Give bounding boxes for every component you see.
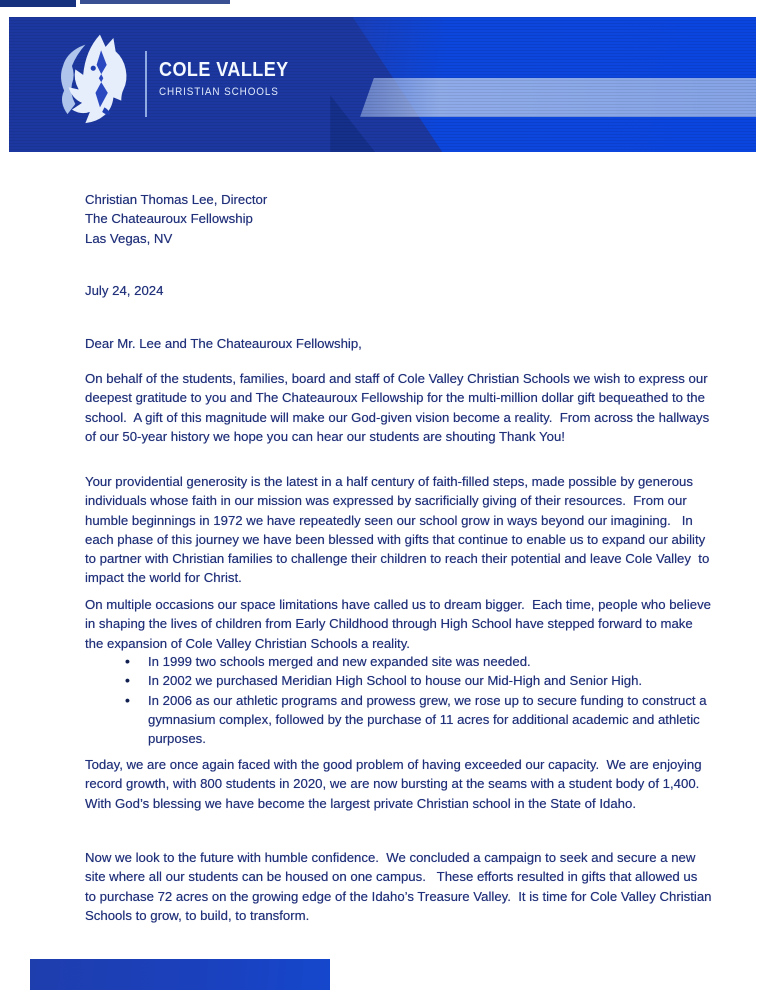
- list-item: • In 2006 as our athletic programs and prowess grew, we rose up to secure funding to construct a gymnasium complex, followed by the purchase of 11 acres for additional academic and athletic purposes.: [85, 691, 712, 749]
- history-bullet-list: [85, 652, 712, 748]
- recipient-address-block: [85, 190, 712, 248]
- paragraph-expansion: [85, 595, 715, 653]
- paragraph-text: Now we look to the future with humble confidence. We concluded a campaign to seek and secure a new site where all our students can be housed on one campus. These efforts resulted in gifts that allowed us to purchase 72 acres on the growing edge of the Idaho’s Treasure Valley. It is time for Cole Valley Christian Schools to grow, to build, to transform.: [85, 850, 716, 923]
- paragraph-gratitude: [85, 369, 712, 446]
- letterhead-banner: [9, 17, 756, 152]
- org-subtitle: CHRISTIAN SCHOOLS: [159, 86, 279, 98]
- paragraph-text: Your providential generosity is the latest in a half century of faith-filled steps, made possible by generous individuals whose faith in our mission was expressed by sacrificially giving of their resources. From our humble beginnings in 1972 we have repeatedly seen our school grow in ways beyond our imagining. In each phase of this journey we have been blessed with gifts that continue to enable us to expand our ability to partner with Christian families to challenge their children to reach their potential and leave Cole Valley to impact the world for Christ.: [85, 474, 713, 586]
- paragraph-text: On behalf of the students, families, board and staff of Cole Valley Christian Schools we wish to express our deepest gratitude to you and The Chateauroux Fellowship for the multi-million dollar gift bequeathed to the school. A gift of this magnitude will make our God-given vision become a reality. From across the hallways of our 50-year history we hope you can hear our students are shouting Thank You!: [85, 371, 713, 444]
- paragraph-future: [85, 848, 716, 925]
- list-item: • In 2002 we purchased Meridian High School to house our Mid-High and Senior High.: [85, 671, 712, 690]
- recipient-line: Las Vegas, NV: [85, 230, 173, 246]
- salutation: [85, 334, 712, 353]
- scan-artifact-strip: [80, 0, 230, 4]
- footer-banner-partial: [30, 959, 330, 990]
- paragraph-text: Today, we are once again faced with the good problem of having exceeded our capacity. We are enjoying record growth, with 800 students in 2020, we are now bursting at the seams with a student body of 1,400. With God’s blessing we have become the largest private Christian school in the State of Idaho.: [85, 757, 707, 811]
- letter-date: [85, 281, 712, 300]
- paragraph-generosity: [85, 472, 712, 588]
- scan-artifact-strip: [0, 0, 76, 7]
- recipient-line: Christian Thomas Lee, Director: [85, 192, 268, 207]
- organization-name-block: [159, 59, 303, 98]
- date-text: July 24, 2024: [85, 283, 164, 298]
- list-item: • In 1999 two schools merged and new expanded site was needed.: [85, 652, 712, 671]
- salutation-text: Dear Mr. Lee and The Chateauroux Fellowship,: [85, 336, 362, 351]
- mustang-head-logo-icon: [35, 29, 147, 141]
- paragraph-text: On multiple occasions our space limitations have called us to dream bigger. Each time, people who believe in shaping the lives of children from Early Childhood through High School have stepped forward to make the expansion of Cole Valley Christian Schools a reality.: [85, 597, 715, 651]
- paragraph-growth: [85, 755, 712, 813]
- org-name: COLE VALLEY: [159, 59, 289, 81]
- recipient-line: The Chateauroux Fellowship: [85, 211, 253, 227]
- logo-text-divider: [145, 51, 147, 117]
